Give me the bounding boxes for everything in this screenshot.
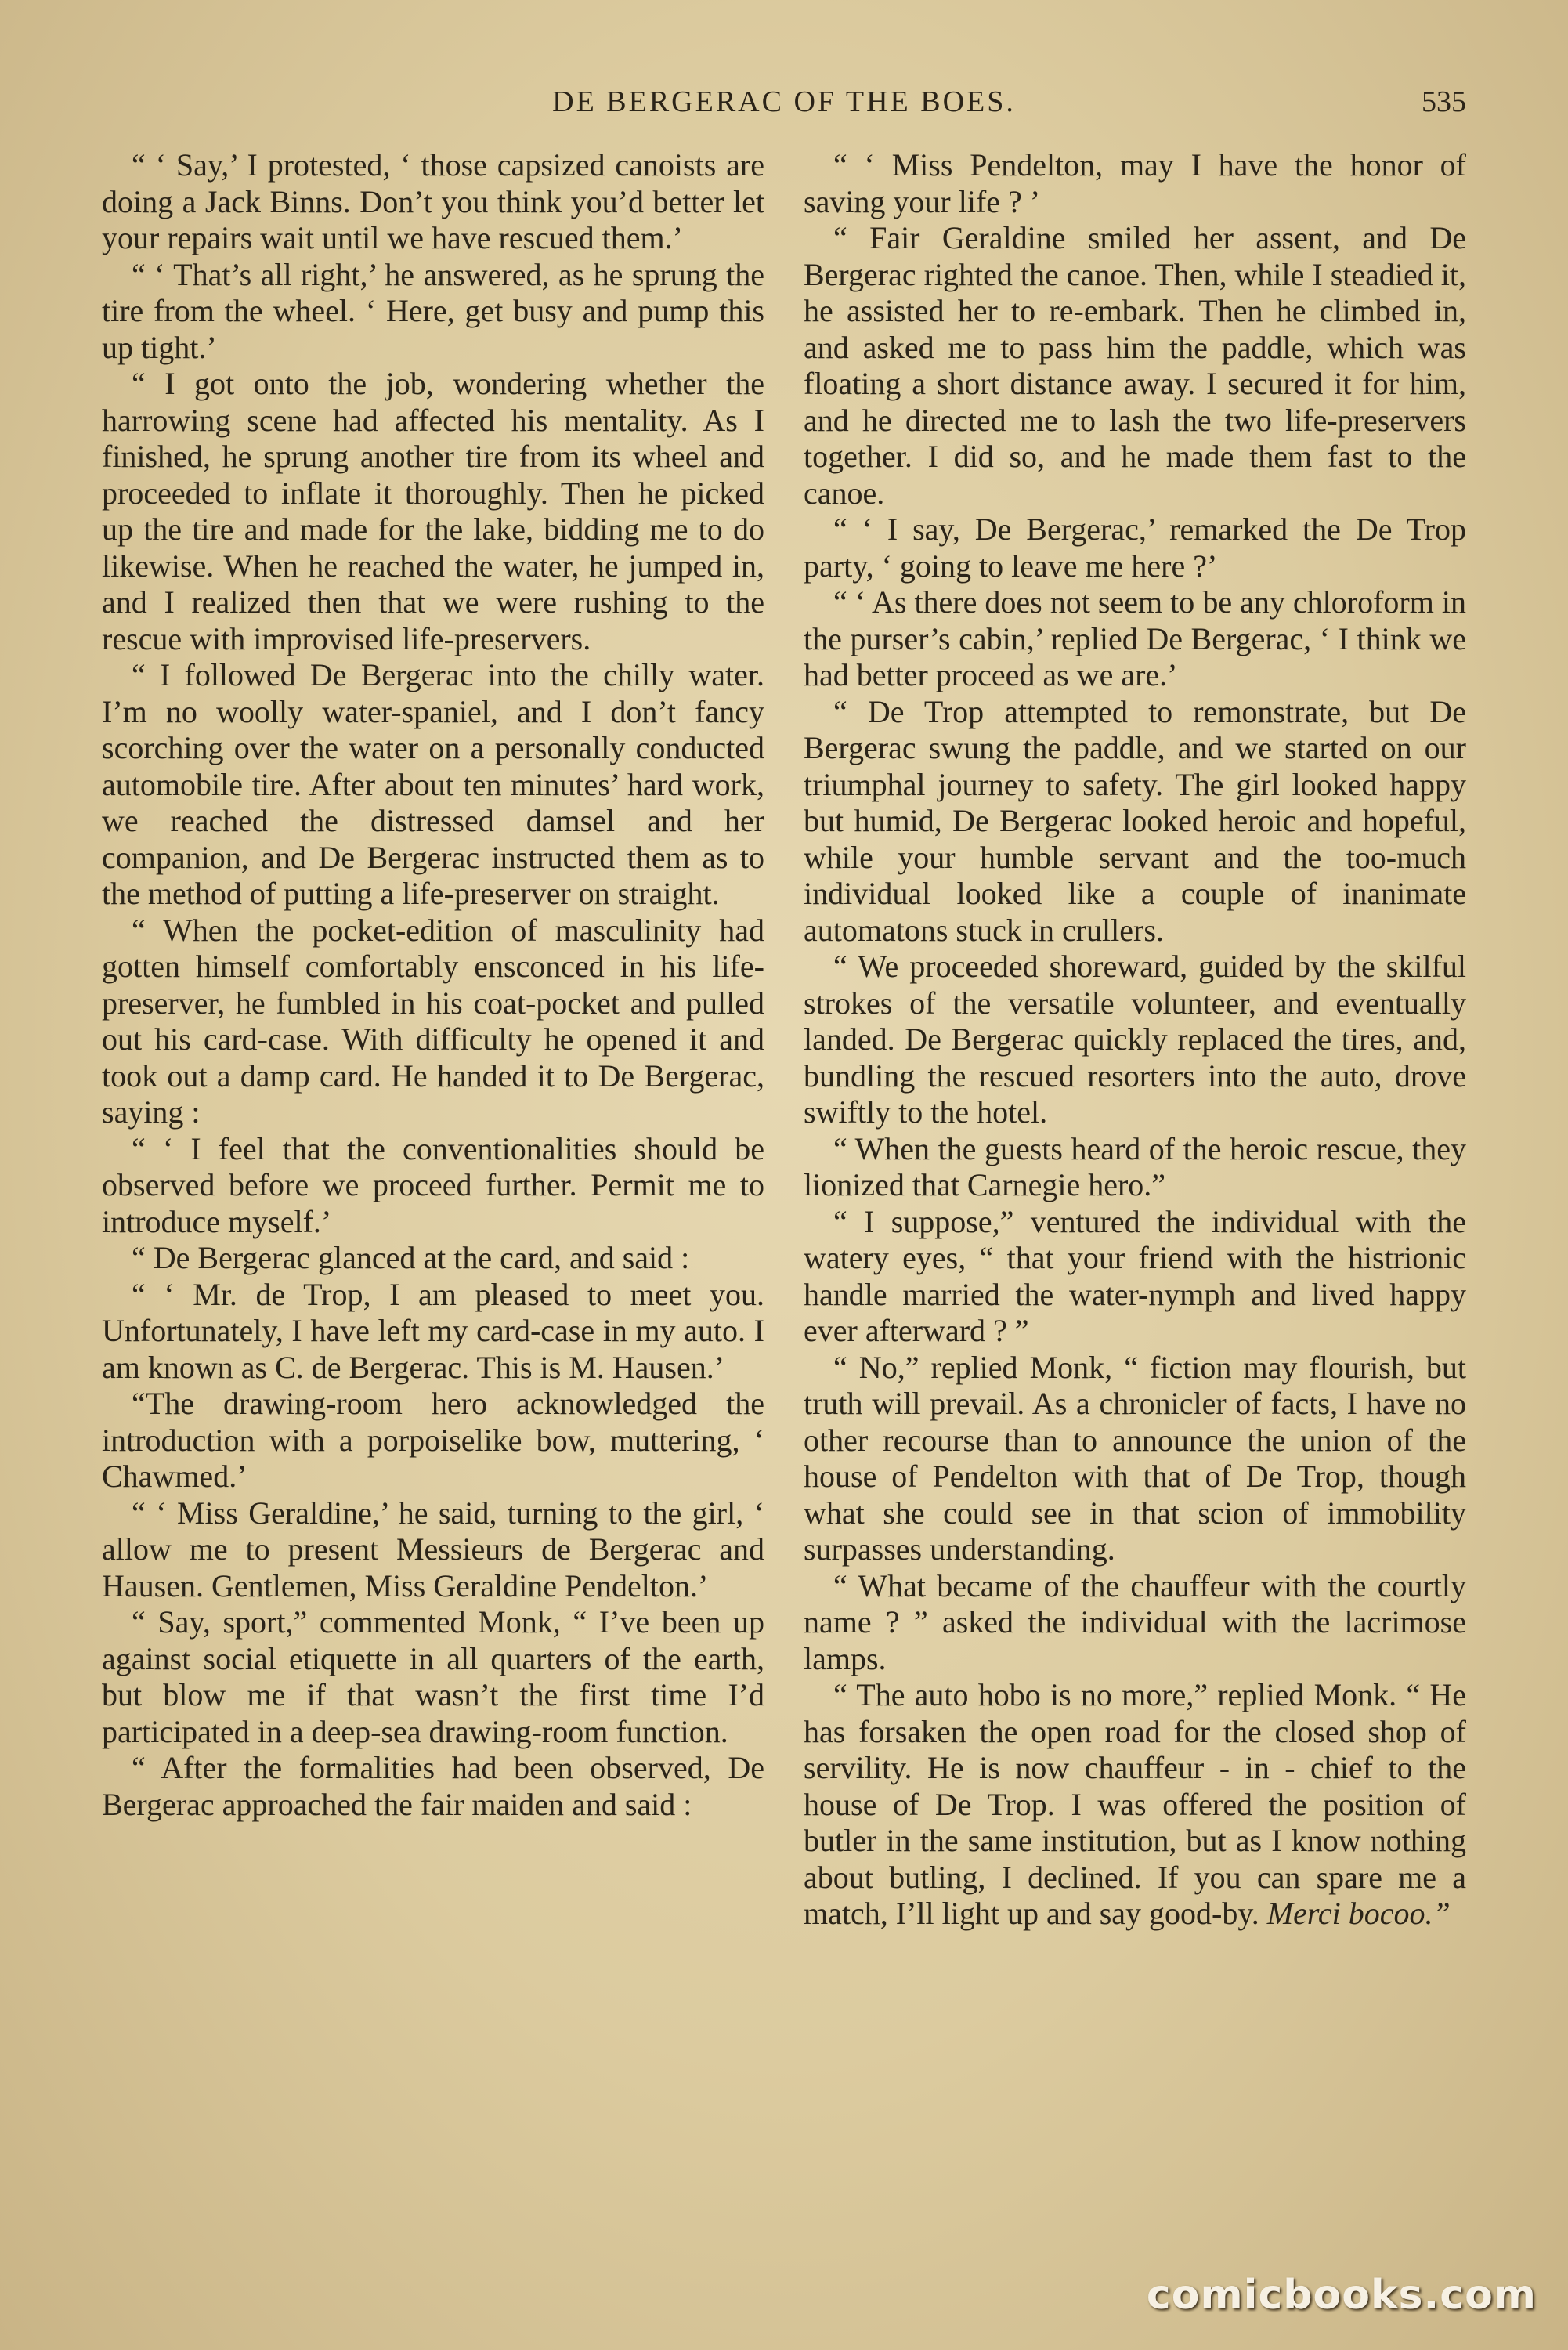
paragraph: “ I suppose,” ventured the individual with the watery eyes, “ that your friend with the histrionic handle married the water-nymph and lived happy ever afterward ? ” (804, 1203, 1466, 1348)
paragraph: “ After the formalities had been observed, De Bergerac approached the fair maiden and said : (102, 1750, 764, 1822)
paragraph: “ ‘ Mr. de Trop, I am pleased to meet you. Unfortunately, I have left my card-case in my auto. I am known as C. de Bergerac. This is M. Hausen.’ (102, 1276, 764, 1385)
page-number: 535 (1422, 85, 1466, 118)
paragraph: “ What became of the chauffeur with the courtly name ? ” asked the individual with the lacrimose lamps. (804, 1567, 1466, 1676)
running-head: DE BERGERAC OF THE BOES. (552, 85, 1016, 118)
paragraph: “ De Bergerac glanced at the card, and said : (132, 1240, 690, 1275)
closing-signoff: Merci bocoo.” (1266, 1896, 1451, 1931)
paragraph: “ Say, sport,” commented Monk, “ I’ve been up against social etiquette in all quarters of the earth, but blow me if that wasn’t the first time I’d participated in a deep-sea drawing-room function. (102, 1604, 764, 1749)
paragraph: “ When the guests heard of the heroic rescue, they lionized that Carnegie hero.” (804, 1130, 1466, 1202)
paragraph: “ We proceeded shoreward, guided by the skilful strokes of the versatile volunteer, and eventually landed. De Bergerac quickly replaced the tires, and, bundling the rescued resorters into the auto, drove swiftly to the hotel. (804, 949, 1466, 1130)
paragraph: “ ‘ That’s all right,’ he answered, as he sprung the tire from the wheel. ‘ Here, get busy and pump this up tight.’ (102, 256, 764, 365)
left-column (102, 147, 764, 1823)
closing-text: “ The auto hobo is no more,” replied Monk. “ He has forsaken the open road for the closed shop of servility. He is now chauffeur - in - chief to the house of De Trop. I was offered the position of butler in the same institution, but as I know nothing about butling, I declined. If you can spare me a match, I’ll light up and say good-by. (804, 1677, 1466, 1931)
closing-paragraph (804, 1677, 1466, 1932)
right-column (804, 147, 1466, 1932)
paragraph: “ De Trop attempted to remonstrate, but De Bergerac swung the paddle, and we started on our triumphal journey to safety. The girl looked happy but humid, De Bergerac looked heroic and hopeful, while your humble servant and the too-much individual looked like a couple of inanimate automatons stuck in crullers. (804, 693, 1466, 948)
paragraph: “ ‘ As there does not seem to be any chloroform in the purser’s cabin,’ replied De Bergerac, ‘ I think we had better proceed as we are.’ (804, 584, 1466, 692)
paragraph: “ ‘ Miss Pendelton, may I have the honor of saving your life ? ’ (804, 147, 1466, 219)
paragraph: “ No,” replied Monk, “ fiction may flourish, but truth will prevail. As a chronicler of facts, I have no other recourse than to announce the union of the house of Pendelton with that of De Trop, though what she could see in that scion of immobility surpasses understanding. (804, 1349, 1466, 1567)
paragraph: “ Fair Geraldine smiled her assent, and De Bergerac righted the canoe. Then, while I steadied it, he assisted her to re-embark. Then he climbed in, and asked me to pass him the paddle, which was floating a short distance away. I secured it for him, and he directed me to lash the two life-preservers together. I did so, and he made them fast to the canoe. (804, 220, 1466, 511)
paragraph: “ ‘ I feel that the conventionalities should be observed before we proceed further. Permit me to introduce myself.’ (102, 1130, 764, 1239)
paragraph: “ I got onto the job, wondering whether the harrowing scene had affected his mentality. As I finished, he sprung another tire from its wheel and proceeded to inflate it thoroughly. Then he picked up the tire and made for the lake, bidding me to do likewise. When he reached the water, he jumped in, and I realized then that we were rushing to the rescue with improvised life-preservers. (102, 366, 764, 656)
site-watermark: comicbooks.com (1146, 2272, 1537, 2319)
page-header (102, 85, 1466, 132)
paragraph: “ I followed De Bergerac into the chilly water. I’m no woolly water-spaniel, and I don’t fancy scorching over the water on a personally conducted automobile tire. After about ten minutes’ hard work, we reached the distressed damsel and her companion, and De Bergerac instructed them as to the method of putting a life-preserver on straight. (102, 657, 764, 911)
paragraph: “ When the pocket-edition of masculinity had gotten himself comfortably ensconced in his life-preserver, he fumbled in his coat-pocket and pulled out his card-case. With difficulty he opened it and took out a damp card. He handed it to De Bergerac, saying : (102, 912, 764, 1130)
paragraph: “The drawing-room hero acknowledged the introduction with a porpoiselike bow, muttering, ‘ Chawmed.’ (102, 1386, 764, 1494)
paragraph: “ ‘ I say, De Bergerac,’ remarked the De Trop party, ‘ going to leave me here ?’ (804, 512, 1466, 584)
paragraph: “ ‘ Miss Geraldine,’ he said, turning to the girl, ‘ allow me to present Messieurs de Bergerac and Hausen. Gentlemen, Miss Geraldine Pendelton.’ (102, 1495, 764, 1603)
paragraph: “ ‘ Say,’ I protested, ‘ those capsized canoists are doing a Jack Binns. Don’t you think you’d better let your repairs wait until we have rescued them.’ (102, 147, 764, 255)
